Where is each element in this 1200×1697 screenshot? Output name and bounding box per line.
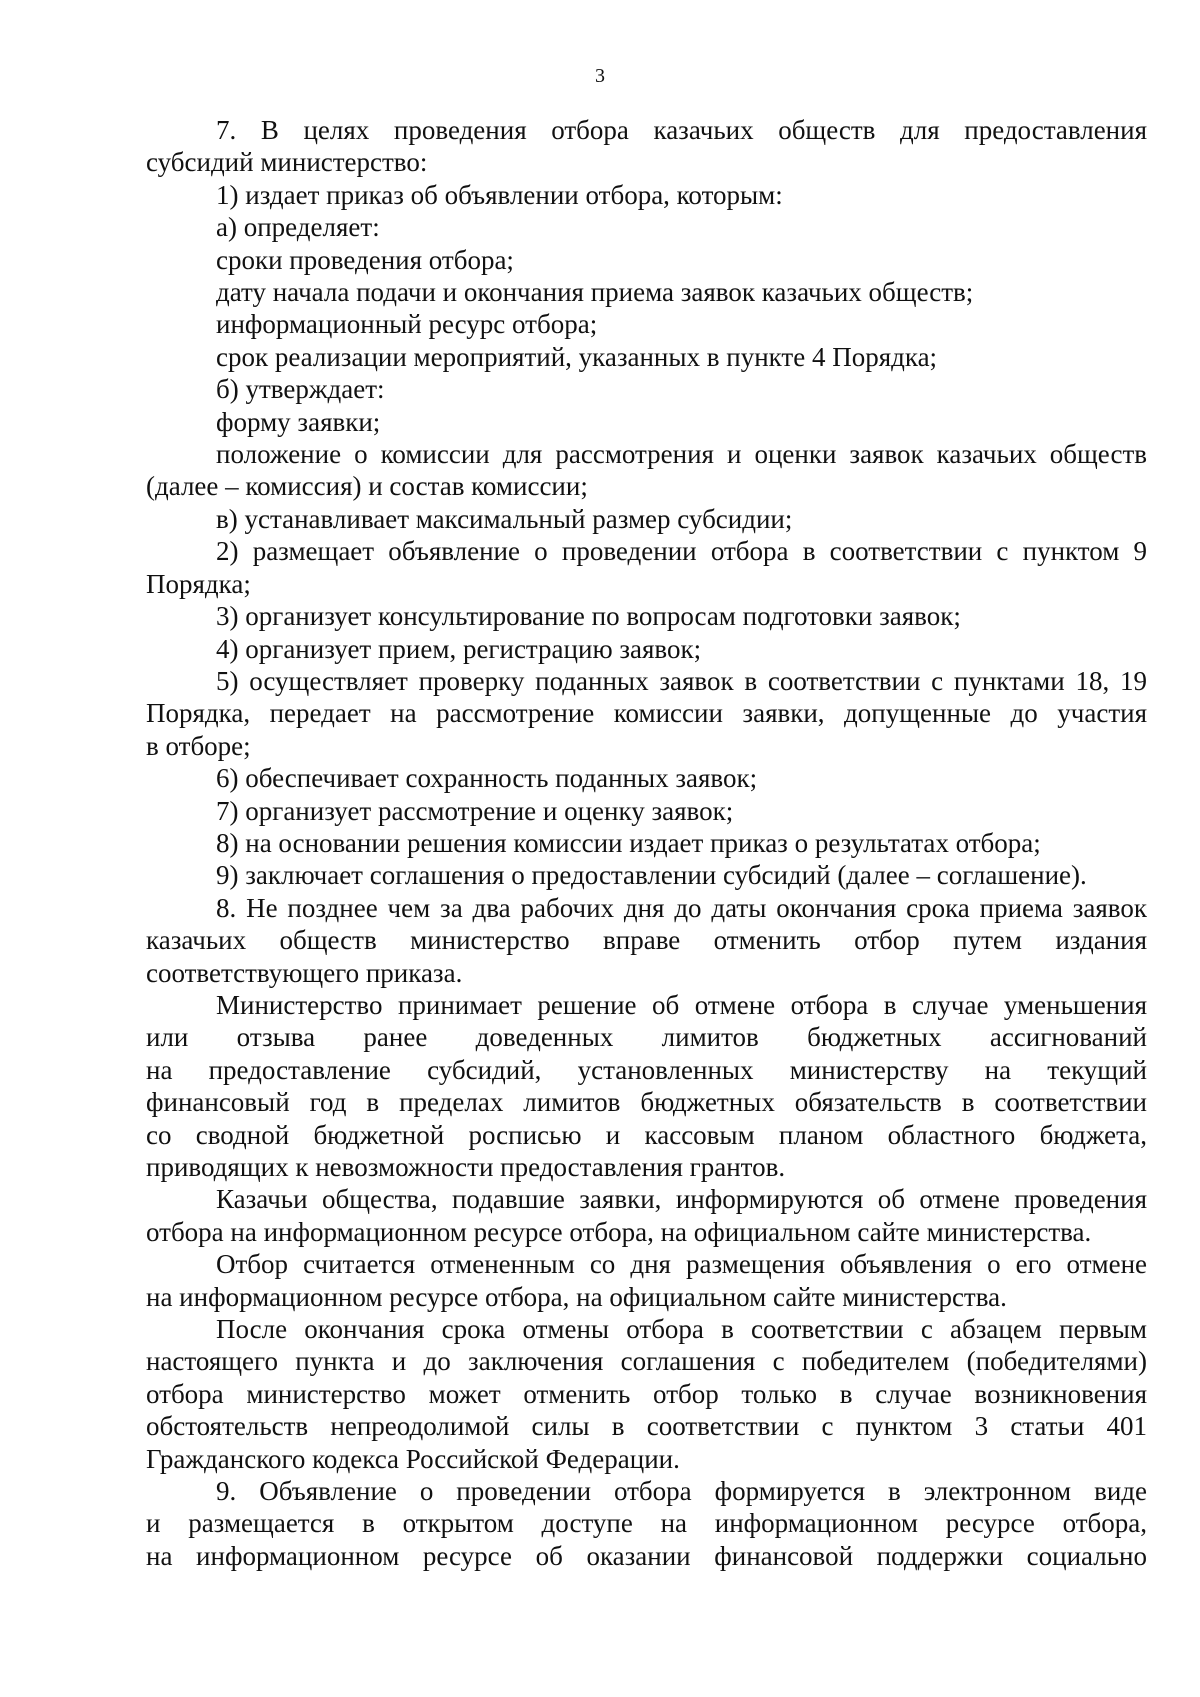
text-line: финансовый год в пределах лимитов бюджетных обязательств в соответствии [146,1087,1147,1118]
text-line: и размещается в открытом доступе на информационном ресурсе отбора, [146,1508,1147,1539]
paragraph [146,373,1147,405]
paragraph [146,633,1147,665]
text-line: дату начала подачи и окончания приема заявок казачьих обществ; [216,277,974,308]
paragraph [146,1313,1147,1475]
text-line: сроки проведения отбора; [216,244,514,275]
text-line: 9) заключает соглашения о предоставлении субсидий (далее – соглашение). [216,860,1087,891]
paragraph [146,665,1147,762]
text-line: 6) обеспечивает сохранность поданных заявок; [216,763,758,794]
text-line: форму заявки; [216,406,381,437]
text-line: отбора на информационном ресурсе отбора, на официальном сайте министерства. [146,1216,1092,1247]
text-line: Гражданского кодекса Российской Федерации. [146,1443,680,1474]
text-line: или отзыва ранее доведенных лимитов бюджетных ассигнований [146,1022,1147,1053]
paragraph [146,762,1147,794]
text-line: со сводной бюджетной росписью и кассовым планом областного бюджета, [146,1119,1147,1150]
paragraph [146,989,1147,1183]
text-line: Казачьи общества, подавшие заявки, информируются об отмене проведения [216,1184,1147,1215]
paragraph [146,1248,1147,1313]
text-line: настоящего пункта и до заключения соглашения с победителем (победителями) [146,1346,1147,1377]
text-line: 2) размещает объявление о проведении отбора в соответствии с пунктом 9 [216,536,1147,567]
text-line: 1) издает приказ об объявлении отбора, которым: [216,179,783,210]
text-line: в отборе; [146,730,251,761]
text-line: срок реализации мероприятий, указанных в пункте 4 Порядка; [216,341,938,372]
text-line: на предоставление субсидий, установленных министерству на текущий [146,1054,1147,1085]
paragraph [146,211,1147,243]
text-line: После окончания срока отмены отбора в соответствии с абзацем первым [216,1314,1147,1345]
text-line: б) утверждает: [216,374,385,405]
text-line: на информационном ресурсе об оказании финансовой поддержки социально [146,1540,1147,1571]
text-line: 3) организует консультирование по вопросам подготовки заявок; [216,601,961,632]
paragraph [146,276,1147,308]
paragraph [146,438,1147,503]
text-line: информационный ресурс отбора; [216,309,598,340]
text-line: Порядка; [146,568,251,599]
text-line: 7. В целях проведения отбора казачьих обществ для предоставления [216,115,1147,145]
paragraph [146,795,1147,827]
text-line: Порядка, передает на рассмотрение комиссии заявки, допущенные до участия [146,698,1147,729]
text-line: приводящих к невозможности предоставления грантов. [146,1152,786,1182]
paragraph [146,179,1147,211]
paragraph [146,827,1147,859]
text-line: в) устанавливает максимальный размер субсидии; [216,503,793,534]
text-line: отбора министерство может отменить отбор только в случае возникновения [146,1378,1147,1409]
paragraph [146,892,1147,989]
paragraph [146,341,1147,373]
paragraph [146,244,1147,276]
document-body [146,114,1147,1572]
text-line: Отбор считается отмененным со дня размещения объявления о его отмене [216,1249,1147,1280]
text-line: 8) на основании решения комиссии издает приказ о результатах отбора; [216,827,1041,858]
text-line: Министерство принимает решение об отмене отбора в случае уменьшения [216,989,1147,1020]
text-line: на информационном ресурсе отбора, на официальном сайте министерства. [146,1281,1007,1312]
paragraph [146,308,1147,340]
paragraph [146,114,1147,179]
text-line: положение о комиссии для рассмотрения и оценки заявок казачьих обществ [216,439,1147,470]
text-line: 9. Объявление о проведении отбора формируется в электронном виде [216,1476,1147,1507]
text-line: казачьих обществ министерство вправе отменить отбор путем издания [146,925,1147,956]
paragraph [146,406,1147,438]
text-line: 4) организует прием, регистрацию заявок; [216,633,702,664]
text-line: 5) осуществляет проверку поданных заявок в соответствии с пунктами 18, 19 [216,665,1147,696]
page-number: 3 [595,65,605,87]
paragraph [146,1183,1147,1248]
text-line: обстоятельств непреодолимой силы в соответствии с пунктом 3 статьи 401 [146,1411,1147,1442]
paragraph [146,600,1147,632]
text-line: 7) организует рассмотрение и оценку заявок; [216,795,734,826]
paragraph [146,535,1147,600]
text-line: 8. Не позднее чем за два рабочих дня до даты окончания срока приема заявок [216,892,1147,923]
paragraph [146,1475,1147,1572]
text-line: субсидий министерство: [146,147,428,178]
text-line: (далее – комиссия) и состав комиссии; [146,471,588,502]
paragraph [146,859,1147,891]
paragraph [146,503,1147,535]
text-line: соответствующего приказа. [146,957,463,988]
text-line: а) определяет: [216,212,380,243]
